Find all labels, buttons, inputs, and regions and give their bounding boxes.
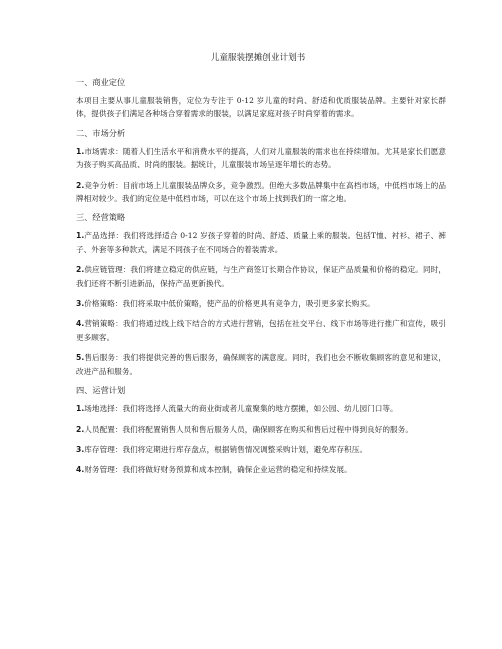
paragraph-text: 库存管理：我们将定期进行库存盘点，根据销售情况调整采购计划，避免库存积压。 — [84, 444, 368, 454]
paragraph-text: 营销策略：我们将通过线上线下结合的方式进行营销，包括在社交平台、线下市场等进行推广和宣传，吸引更多顾客。 — [76, 319, 446, 342]
section-heading: 四、运营计划 — [76, 385, 126, 396]
section-4 — [76, 385, 446, 477]
paragraph-number: 1. — [76, 231, 85, 241]
paragraph — [76, 443, 446, 456]
paragraph-text: 价格策略：我们将采取中低价策略，使产品的价格更具有竞争力，吸引更多家长购买。 — [84, 299, 375, 309]
paragraph-number: 1. — [76, 404, 85, 414]
section-3 — [76, 212, 446, 378]
paragraph-text: 竞争分析：目前市场上儿童服装品牌众多，竞争激烈。但绝大多数品牌集中在高档市场，中低档市场上的品牌相对较少。我们的定位是中低档市场，可以在这个市场上找到我们的一席之地。 — [76, 180, 446, 204]
paragraph — [76, 402, 446, 415]
paragraph-number: 2. — [76, 180, 85, 190]
paragraph-text: 供应链管理：我们将建立稳定的供应链，与生产商签订长期合作协议，保证产品质量和价格的稳定。同时，我们还将不断引进新品，保持产品更新换代。 — [76, 265, 446, 288]
section-1 — [76, 77, 446, 121]
paragraph-text: 市场需求：随着人们生活水平和消费水平的提高，人们对儿童服装的需求也在持续增加。尤其是家长们愿意为孩子购买高品质、时尚的服装。据统计，儿童服装市场呈逐年增长的态势。 — [76, 146, 446, 170]
paragraph-text: 产品选择：我们将选择适合 0-12 岁孩子穿着的时尚、舒适、质量上乘的服装。包括T恤、衬衫、裙子、裤子、外套等多种款式，满足不同孩子在不同场合的着装需求。 — [76, 231, 446, 254]
document-title: 儿童服装摆摊创业计划书 — [210, 53, 306, 63]
section-heading: 三、经营策略 — [76, 212, 126, 223]
paragraph-number: 5. — [76, 353, 85, 363]
paragraph — [76, 94, 446, 121]
paragraph — [76, 145, 446, 172]
paragraph-number: 3. — [76, 299, 85, 309]
document-body — [76, 77, 446, 477]
section-2 — [76, 128, 446, 206]
paragraph-text: 场地选择：我们将选择人流量大的商业街或者儿童聚集的地方摆摊，如公园、幼儿园门口等。 — [84, 404, 398, 414]
paragraph-number: 2. — [76, 424, 85, 434]
paragraph-number: 4. — [76, 465, 85, 475]
paragraph-text: 财务管理：我们将做好财务预算和成本控制，确保企业运营的稳定和持续发展。 — [84, 465, 352, 475]
paragraph — [76, 423, 446, 436]
section-heading: 二、市场分析 — [76, 127, 126, 138]
paragraph-number: 4. — [76, 319, 85, 329]
paragraph-number: 2. — [76, 265, 85, 275]
paragraph — [76, 351, 446, 378]
paragraph — [76, 297, 446, 310]
paragraph-text: 售后服务：我们将提供完善的售后服务，确保顾客的满意度。同时，我们也会不断收集顾客的意见和建议，改进产品和服务。 — [76, 353, 446, 376]
paragraph-text: 人员配置：我们将配置销售人员和售后服务人员，确保顾客在购买和售后过程中得到良好的服务。 — [84, 424, 413, 434]
paragraph-number: 3. — [76, 444, 85, 454]
paragraph — [76, 229, 446, 256]
paragraph — [76, 263, 446, 290]
paragraph-number: 1. — [76, 146, 85, 156]
paragraph — [76, 179, 446, 206]
section-heading: 一、商业定位 — [76, 77, 126, 87]
paragraph-text: 本项目主要从事儿童服装销售，定位为专注于 0-12 岁儿童的时尚、舒适和优质服装品牌。主要针对家长群体，提供孩子们满足各种场合穿着需求的服装，以满足家庭对孩子时尚穿着的需求。 — [76, 96, 446, 119]
paragraph — [76, 317, 446, 344]
paragraph — [76, 463, 446, 476]
